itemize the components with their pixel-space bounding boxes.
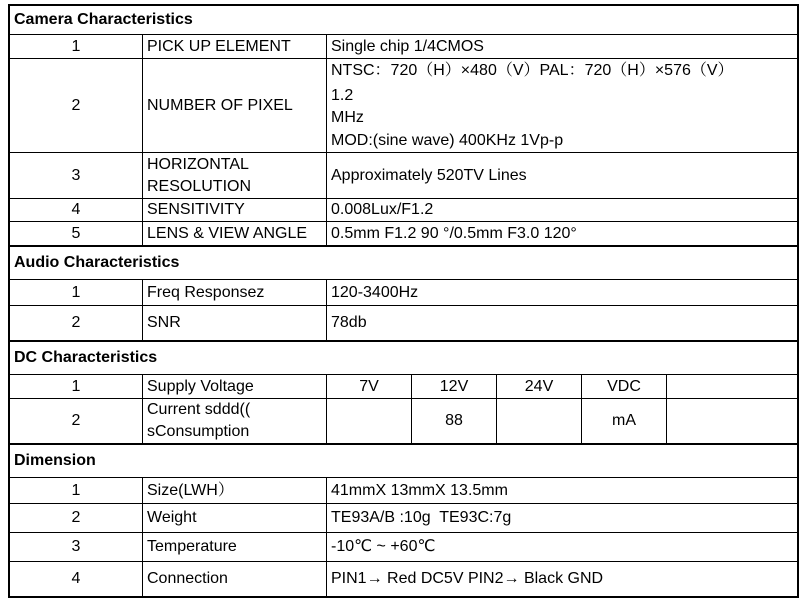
section-title-audio: Audio Characteristics [14,254,180,271]
spec-value-line: NTSC：720（H）×480（V）PAL：720（H）×576（V） [331,62,734,79]
spec-label-line: HORIZONTAL [147,155,249,173]
spec-label: Connection [147,570,228,587]
spec-value: Single chip 1/4CMOS [331,37,484,55]
row-number: 1 [71,377,81,395]
row-number: 5 [71,224,81,242]
dc-cell: 12V [439,377,469,395]
row-number: 2 [71,509,81,526]
spec-label: Freq Responsez [147,283,265,301]
spec-label [143,399,326,443]
spec-value: 120-3400Hz [331,283,419,301]
spec-label: Temperature [147,538,237,555]
spec-label [143,153,326,198]
spec-label-line: sConsumption [147,423,250,440]
spec-label: SNR [147,314,181,331]
row-number: 2 [71,314,81,331]
section-title-dc: DC Characteristics [14,349,158,366]
spec-label: Supply Voltage [147,377,254,395]
row-number: 4 [71,201,81,218]
row-number: 3 [71,166,81,184]
spec-value-line: MOD:(sine wave) 400KHz 1Vp-p [331,131,564,149]
row-number: 2 [71,412,81,429]
spec-label: Weight [147,509,197,526]
spec-label: SENSITIVITY [147,201,245,218]
spec-value: -10℃ ~ +60℃ [331,538,436,555]
dc-cell [497,399,581,443]
spec-label: Size(LWH） [147,481,234,499]
dc-cell [667,399,797,443]
spec-value: 0.008Lux/F1.2 [331,201,434,218]
spec-label: PICK UP ELEMENT [147,37,291,55]
dc-cell: 88 [445,412,463,429]
spec-label: LENS & VIEW ANGLE [147,224,308,242]
spec-label-line: RESOLUTION [147,177,252,195]
section-title-camera: Camera Characteristics [14,11,193,28]
spec-value-line: MHz [331,108,364,126]
dc-cell [667,375,797,398]
spec-value: TE93A/B :10g TE93C:7g [331,509,512,526]
spec-value-line: 1.2 [331,86,354,104]
spec-label-line: Current sddd(( [147,401,251,418]
dc-cell: mA [612,412,636,429]
spec-value: Approximately 520TV Lines [331,166,527,184]
row-number: 1 [71,37,81,55]
dc-cell: VDC [607,377,641,395]
dc-cell [327,399,411,443]
spec-value: 0.5mm F1.2 90 °/0.5mm F3.0 120° [331,224,577,242]
spec-label: NUMBER OF PIXEL [147,96,293,114]
dc-cell: 7V [359,377,379,395]
spec-value: 41mmX 13mmX 13.5mm [331,481,508,499]
row-number: 2 [71,96,81,114]
row-number: 1 [71,283,81,301]
spec-value: PIN1→ Red DC5V PIN2→ Black GND [331,570,604,587]
border-right [797,4,799,598]
row-number: 1 [71,481,81,499]
dc-cell: 24V [524,377,554,395]
spec-value: 78db [331,314,367,331]
section-title-dimension: Dimension [14,452,96,469]
row-number: 3 [71,538,81,555]
row-number: 4 [71,570,81,587]
